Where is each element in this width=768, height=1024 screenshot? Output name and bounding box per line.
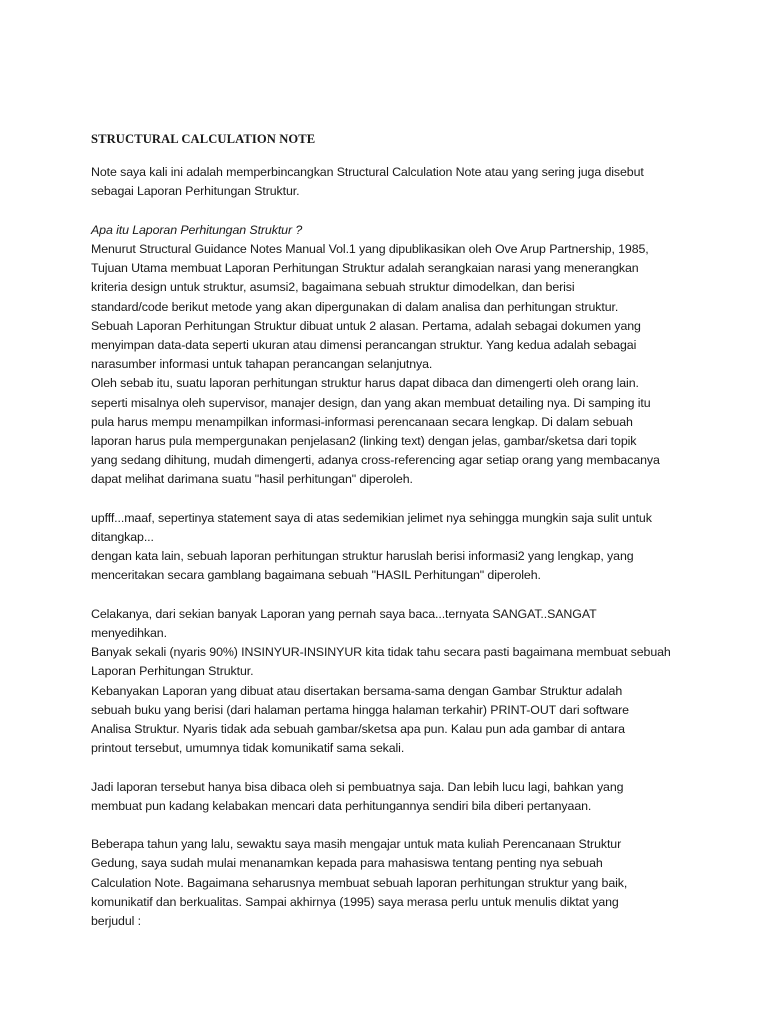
paragraph-gap: [91, 816, 691, 835]
text-line: seperti misalnya oleh supervisor, manajer design, dan yang akan membuat detailing nya. Di samping itu: [91, 395, 651, 410]
text-line: Beberapa tahun yang lalu, sewaktu saya masih mengajar untuk mata kuliah Perencanaan Struktur: [91, 837, 622, 852]
text-line: ditangkap...: [91, 530, 154, 545]
text-line: Menurut Structural Guidance Notes Manual Vol.1 yang dipublikasikan oleh Ove Arup Partnership, 1985,: [91, 242, 649, 256]
text-line: kriteria design untuk struktur, asumsi2, bagaimana sebuah struktur dimodelkan, dan berisi: [91, 280, 575, 295]
text-line: komunikatif dan berkualitas. Sampai akhirnya (1995) saya merasa perlu untuk menulis diktat yang: [91, 894, 619, 909]
text-line: Laporan Perhitungan Struktur.: [91, 664, 254, 679]
text-line: berjudul :: [91, 914, 141, 929]
text-line: sebuah buku yang berisi (dari halaman pertama hingga halaman terkahir) PRINT-OUT dari software: [91, 702, 629, 717]
text-line: printout tersebut, umumnya tidak komunikatif sama sekali.: [91, 741, 405, 756]
paragraph-observation: [91, 605, 691, 759]
paragraph-clarification: [91, 509, 691, 586]
text-line: Gedung, saya sudah mulai menanamkan kepada para mahasiswa tentang penting nya sebuah: [91, 856, 603, 871]
text-line: narasumber informasi untuk tahapan perancangan selanjutnya.: [91, 357, 433, 372]
text-line: Jadi laporan tersebut hanya bisa dibaca oleh si pembuatnya saja. Dan lebih lucu lagi, bahkan yang: [91, 779, 624, 794]
text-line: Oleh sebab itu, suatu laporan perhitungan struktur harus dapat dibaca dan dimengerti oleh orang lain.: [91, 376, 639, 391]
text-line: laporan harus pula mempergunakan penjelasan2 (linking text) dengan jelas, gambar/sketsa dari topik: [91, 434, 637, 449]
paragraph-conclusion: [91, 778, 691, 816]
text-line: Note saya kali ini adalah memperbincangkan Structural Calculation Note atau yang sering juga disebut: [91, 165, 644, 180]
subheading: Apa itu Laporan Perhitungan Struktur ?: [91, 222, 303, 237]
text-line: upfff...maaf, sepertinya statement saya di atas sedemikian jelimet nya sehingga mungkin saja sulit untuk: [91, 510, 652, 525]
text-line: dapat melihat darimana suatu "hasil perhitungan" diperoleh.: [91, 472, 413, 487]
document-title: STRUCTURAL CALCULATION NOTE: [91, 132, 316, 146]
text-line: dengan kata lain, sebuah laporan perhitungan struktur haruslah berisi informasi2 yang lengkap, yang: [91, 549, 634, 564]
paragraph-intro: [91, 163, 691, 201]
text-line: membuat pun kadang kelabakan mencari data perhitungannya sendiri bila diberi pertanyaan.: [91, 798, 592, 813]
text-line: yang sedang dihitung, mudah dimengerti, adanya cross-referencing agar setiap orang yang membacanya: [91, 453, 660, 468]
paragraph-gap: [91, 586, 691, 605]
paragraph-gap: [91, 490, 691, 509]
paragraph-gap: [91, 202, 691, 221]
text-line: sebagai Laporan Perhitungan Struktur.: [91, 184, 300, 199]
text-line: Kebanyakan Laporan yang dibuat atau disertakan bersama-sama dengan Gambar Struktur adalah: [91, 683, 623, 698]
paragraph-definition: [91, 240, 691, 490]
text-line: menyedihkan.: [91, 626, 167, 641]
document-page: [91, 130, 691, 931]
text-line: menyimpan data-data seperti ukuran atau dimensi perancangan struktur. Yang kedua adalah sebagai: [91, 338, 637, 353]
text-line: Tujuan Utama membuat Laporan Perhitungan Struktur adalah serangkaian narasi yang menerangkan: [91, 261, 639, 276]
text-line: Sebuah Laporan Perhitungan Struktur dibuat untuk 2 alasan. Pertama, adalah sebagai dokumen yang: [91, 318, 641, 333]
paragraph-gap: [91, 758, 691, 777]
text-line: pula harus mempu menampilkan informasi-informasi perencanaan secara lengkap. Di dalam sebuah: [91, 414, 633, 429]
text-line: Banyak sekali (nyaris 90%) INSINYUR-INSINYUR kita tidak tahu secara pasti bagaimana membuat sebuah: [91, 645, 671, 660]
text-line: standard/code berikut metode yang akan dipergunakan di dalam analisa dan perhitungan struktur.: [91, 299, 619, 314]
text-line: Analisa Struktur. Nyaris tidak ada sebuah gambar/sketsa apa pun. Kalau pun ada gambar di antara: [91, 722, 625, 737]
text-line: Celakanya, dari sekian banyak Laporan yang pernah saya baca...ternyata SANGAT..SANGAT: [91, 606, 597, 621]
paragraph-history: [91, 835, 691, 931]
text-line: Calculation Note. Bagaimana seharusnya membuat sebuah laporan perhitungan struktur yang baik,: [91, 875, 628, 890]
text-line: menceritakan secara gamblang bagaimana sebuah "HASIL Perhitungan" diperoleh.: [91, 568, 541, 583]
